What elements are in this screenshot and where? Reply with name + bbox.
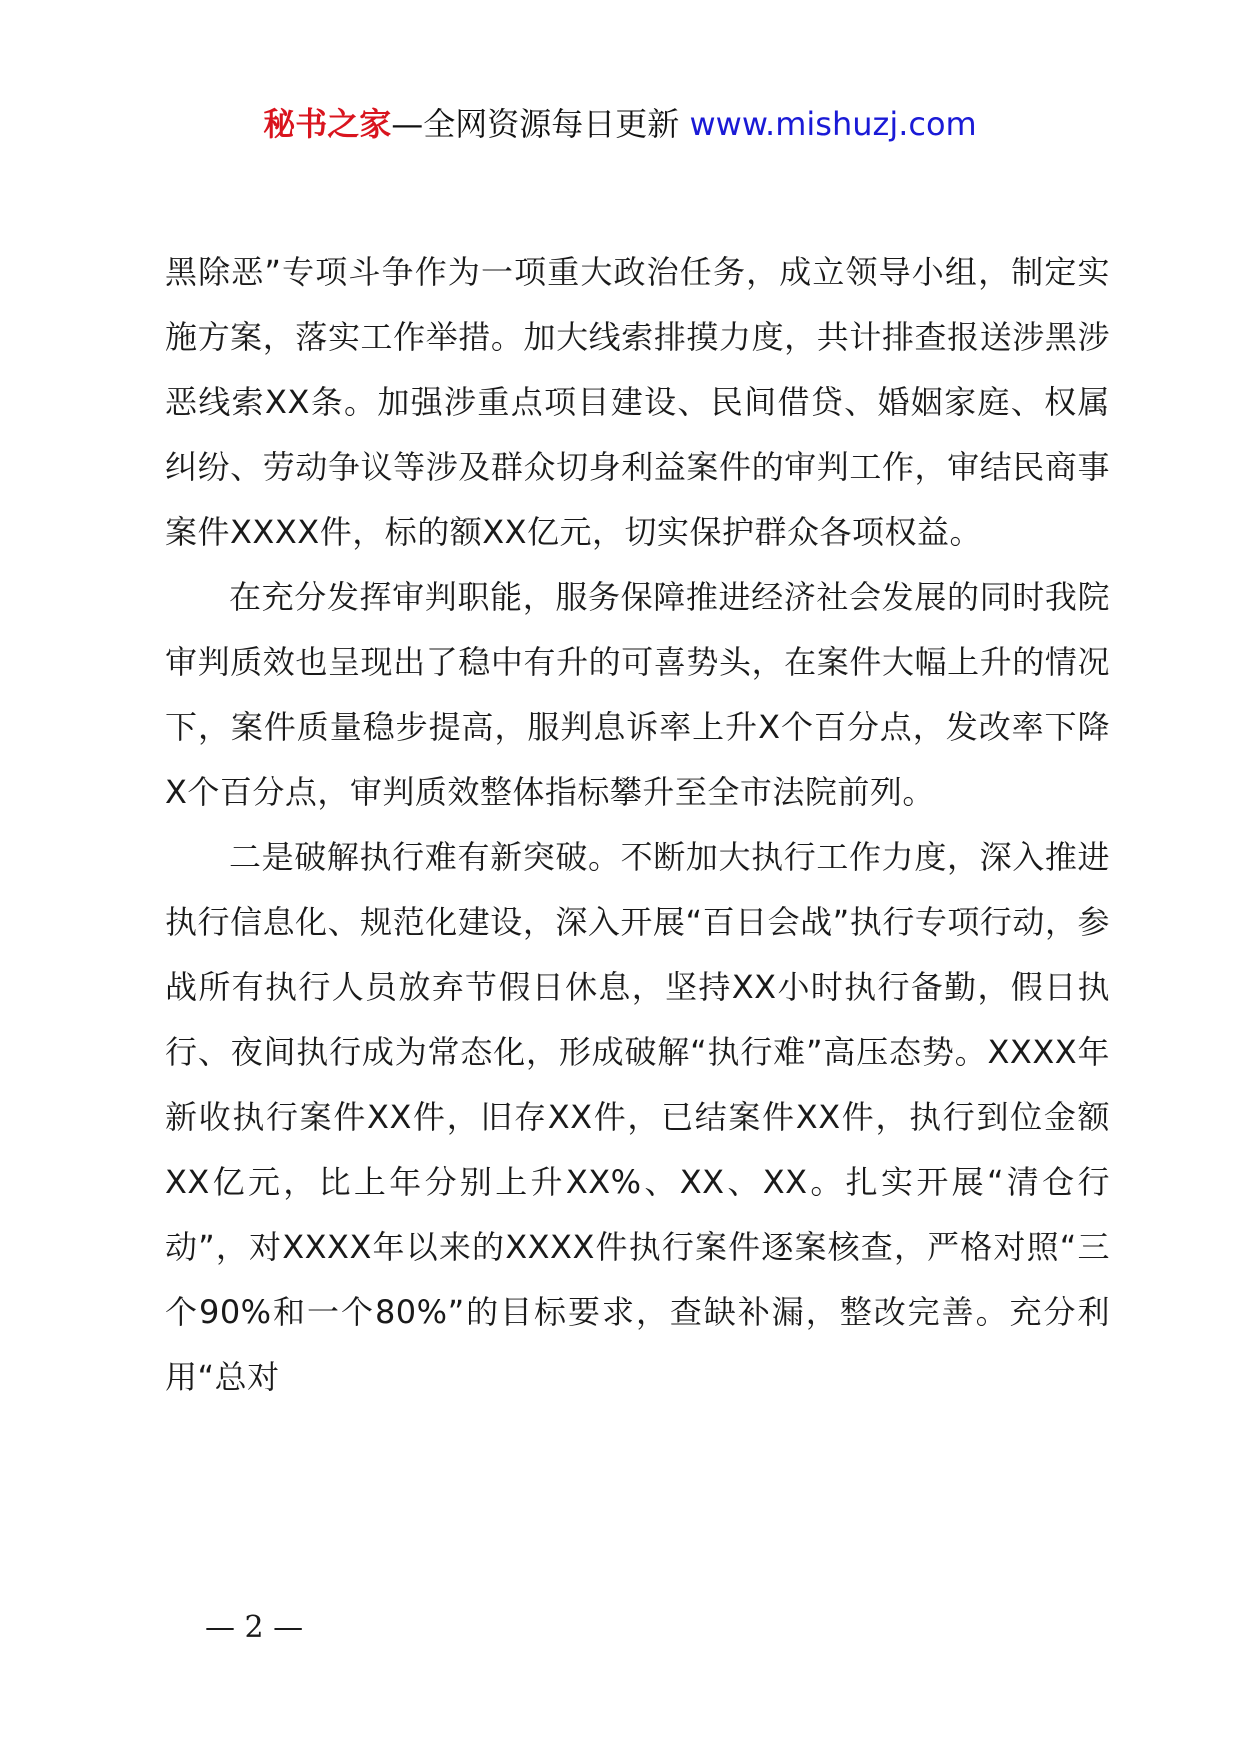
paragraph: 黑除恶”专项斗争作为一项重大政治任务，成立领导小组，制定实施方案，落实工作举措。加大线索排摸力度，共计排查报送涉黑涉恶线索XX条。加强涉重点项目建设、民间借贷、婚姻家庭、权属纠纷、劳动争议等涉及群众切身利益案件的审判工作，审结民商事案件XXXX件，标的额XX亿元，切实保护群众各项权益。 [165, 253, 1110, 551]
document-body [165, 240, 1110, 1410]
header-tagline: —全网资源每日更新 [391, 105, 680, 143]
paragraph: 在充分发挥审判职能，服务保障推进经济社会发展的同时我院审判质效也呈现出了稳中有升的可喜势头，在案件大幅上升的情况下，案件质量稳步提高，服判息诉率上升X个百分点，发改率下降X个百分点，审判质效整体指标攀升至全市法院前列。 [165, 578, 1110, 811]
page-number: — 2 — [205, 1610, 304, 1645]
paragraph: 二是破解执行难有新突破。不断加大执行工作力度，深入推进执行信息化、规范化建设，深入开展“百日会战”执行专项行动，参战所有执行人员放弃节假日休息，坚持XX小时执行备勤，假日执行、夜间执行成为常态化，形成破解“执行难”高压态势。XXXX年新收执行案件XX件，旧存XX件，已结案件XX件，执行到位金额XX亿元，比上年分别上升XX%、XX、XX。扎实开展“清仓行动”，对XXXX年以来的XXXX件执行案件逐案核查，严格对照“三个90%和一个80%”的目标要求，查缺补漏，整改完善。充分利用“总对 [165, 838, 1110, 1396]
header-brand: 秘书之家 [263, 105, 392, 143]
header-url-link[interactable]: www.mishuzj.com [689, 105, 977, 143]
page-header [0, 100, 1240, 148]
